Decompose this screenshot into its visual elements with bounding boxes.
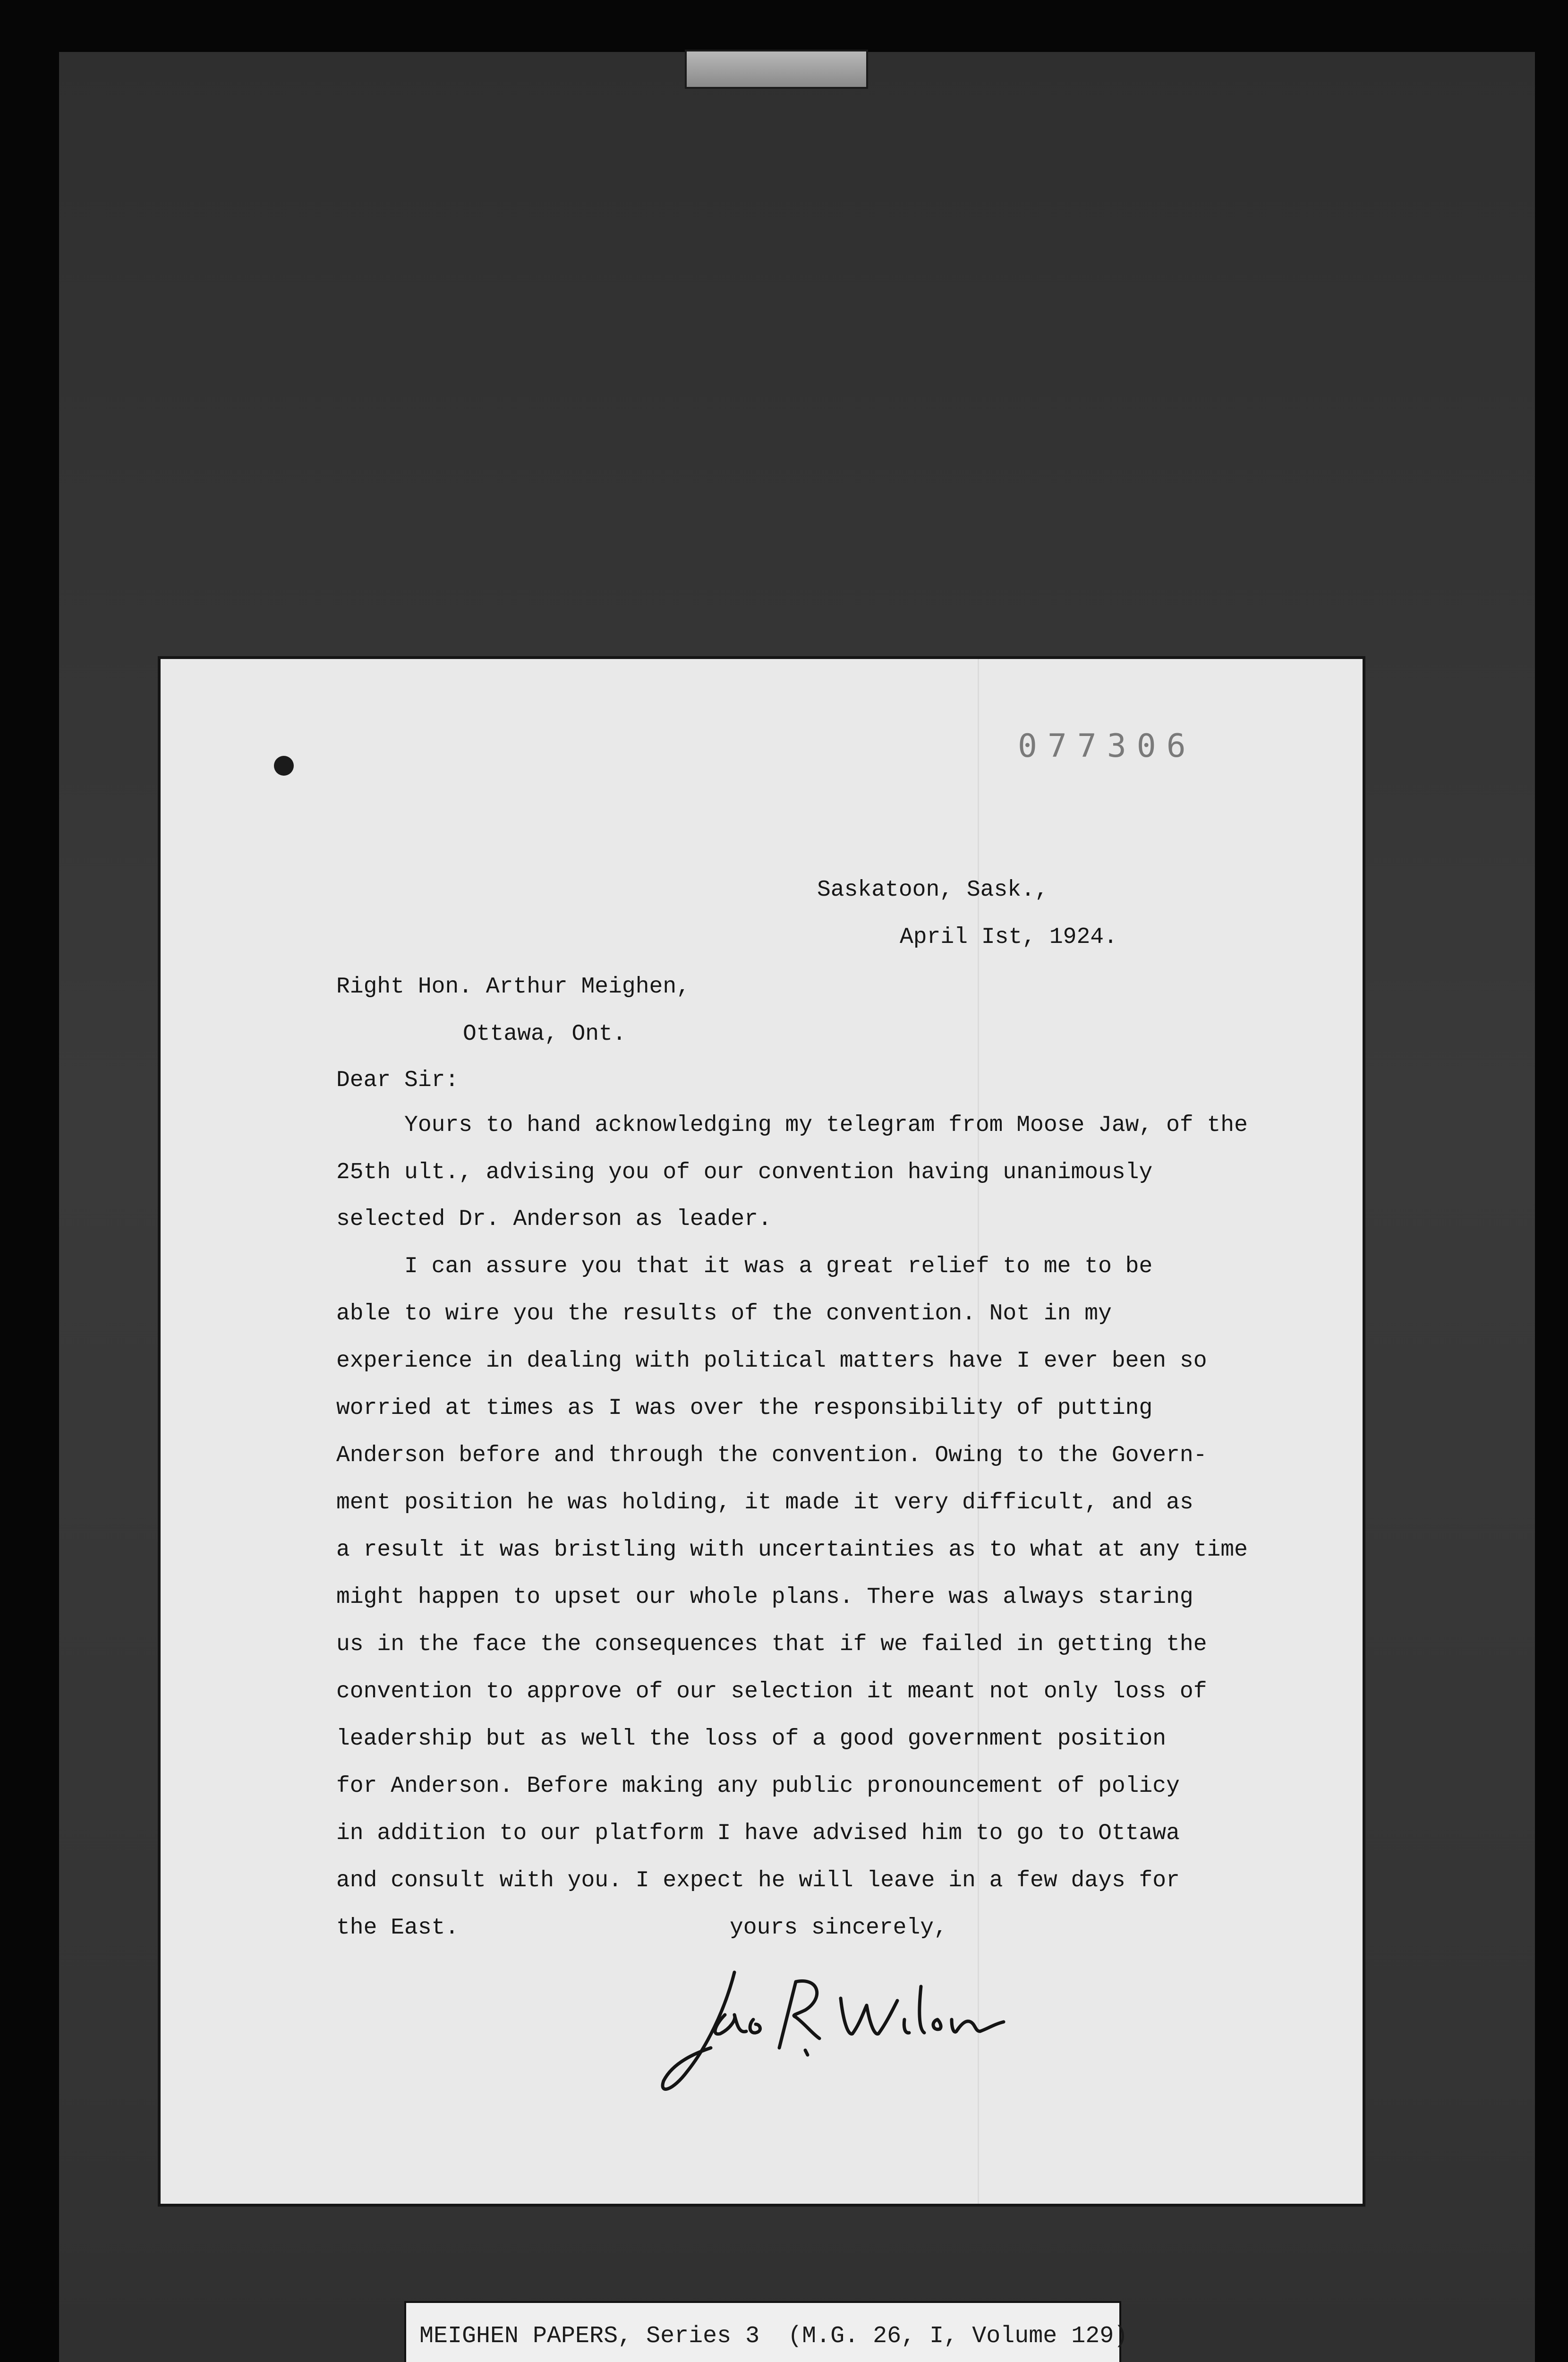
signature-drawing: [654, 1953, 1032, 2105]
letter-date: April Ist, 1924.: [900, 924, 1117, 950]
body-line: selected Dr. Anderson as leader.: [336, 1207, 772, 1232]
body-line: Anderson before and through the convention. Owing to the Govern-: [336, 1443, 1207, 1468]
body-line: might happen to upset our whole plans. There was always staring: [336, 1584, 1193, 1610]
archive-reference-text: MEIGHEN PAPERS, Series 3 (M.G. 26, I, Volume 129): [419, 2323, 1128, 2350]
body-line: the East.: [336, 1915, 459, 1941]
body-line: ment position he was holding, it made it very difficult, and as: [336, 1490, 1193, 1515]
punch-hole: [274, 756, 294, 776]
body-line: able to wire you the results of the convention. Not in my: [336, 1301, 1112, 1326]
body-line: worried at times as I was over the responsibility of putting: [336, 1395, 1153, 1421]
body-line: for Anderson. Before making any public pronouncement of policy: [336, 1773, 1180, 1799]
archive-reference-label: [406, 2303, 1128, 2362]
body-line: I can assure you that it was a great relief to me to be: [336, 1254, 1153, 1279]
paper-clip: [685, 50, 868, 89]
recipient-city: Ottawa, Ont.: [463, 1021, 626, 1047]
letter-page: [161, 659, 1363, 2204]
body-line: in addition to our platform I have advised him to go to Ottawa: [336, 1821, 1180, 1846]
body-line: convention to approve of our selection it meant not only loss of: [336, 1679, 1207, 1704]
signature: [654, 1953, 1032, 2105]
letter-place: Saskatoon, Sask.,: [817, 877, 1048, 903]
salutation: Dear Sir:: [336, 1068, 459, 1093]
body-line: us in the face the consequences that if we failed in getting the: [336, 1632, 1207, 1657]
body-line: and consult with you. I expect he will leave in a few days for: [336, 1868, 1180, 1893]
reference-number-stamp: 077306: [1018, 727, 1196, 765]
body-line: leadership but as well the loss of a good government position: [336, 1726, 1167, 1752]
body-line: experience in dealing with political matters have I ever been so: [336, 1348, 1207, 1374]
body-line: Yours to hand acknowledging my telegram from Moose Jaw, of the: [336, 1113, 1248, 1138]
recipient-name: Right Hon. Arthur Meighen,: [336, 974, 690, 1000]
closing: yours sincerely,: [730, 1915, 947, 1941]
body-line: 25th ult., advising you of our convention having unanimously: [336, 1160, 1153, 1185]
body-line: a result it was bristling with uncertainties as to what at any time: [336, 1537, 1248, 1563]
